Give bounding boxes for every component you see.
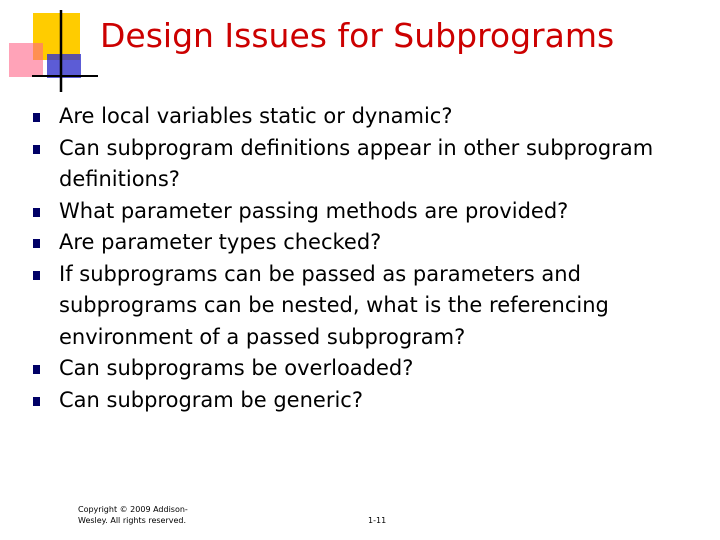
bullet-text: Can subprogram be generic? bbox=[59, 387, 363, 412]
bullet-text: If subprograms can be passed as parameters and subprograms can be nested, what is the referencing environment of a passed subprogram? bbox=[59, 261, 609, 349]
bullet-item bbox=[33, 101, 693, 133]
logo-pink-square bbox=[9, 43, 43, 77]
logo-blue-square bbox=[47, 54, 81, 78]
bullet-item bbox=[33, 259, 693, 354]
square-bullet-icon bbox=[33, 239, 40, 248]
bullet-text: Can subprogram definitions appear in other subprogram definitions? bbox=[59, 135, 654, 191]
bullet-list bbox=[33, 101, 693, 416]
square-bullet-icon bbox=[33, 145, 40, 154]
bullet-item bbox=[33, 227, 693, 259]
bullet-item bbox=[33, 385, 693, 417]
bullet-item bbox=[33, 133, 693, 196]
bullet-text: Are local variables static or dynamic? bbox=[59, 104, 453, 128]
bullet-text: What parameter passing methods are provided? bbox=[59, 198, 569, 223]
square-bullet-icon bbox=[33, 365, 40, 374]
slide-title: Design Issues for Subprograms bbox=[100, 16, 615, 55]
footer-copyright: Copyright © 2009 Addison-Wesley. All rights reserved. bbox=[78, 505, 188, 525]
square-bullet-icon bbox=[33, 208, 40, 217]
bullet-text: Can subprograms be overloaded? bbox=[59, 356, 414, 380]
square-bullet-icon bbox=[33, 271, 40, 280]
bullet-item bbox=[33, 353, 693, 385]
square-bullet-icon bbox=[33, 113, 40, 122]
bullet-text: Are parameter types checked? bbox=[59, 230, 382, 254]
bullet-item bbox=[33, 196, 693, 228]
square-bullet-icon bbox=[33, 397, 40, 406]
slide-logo-decoration bbox=[0, 0, 100, 100]
page-number: 1-11 bbox=[368, 516, 387, 525]
